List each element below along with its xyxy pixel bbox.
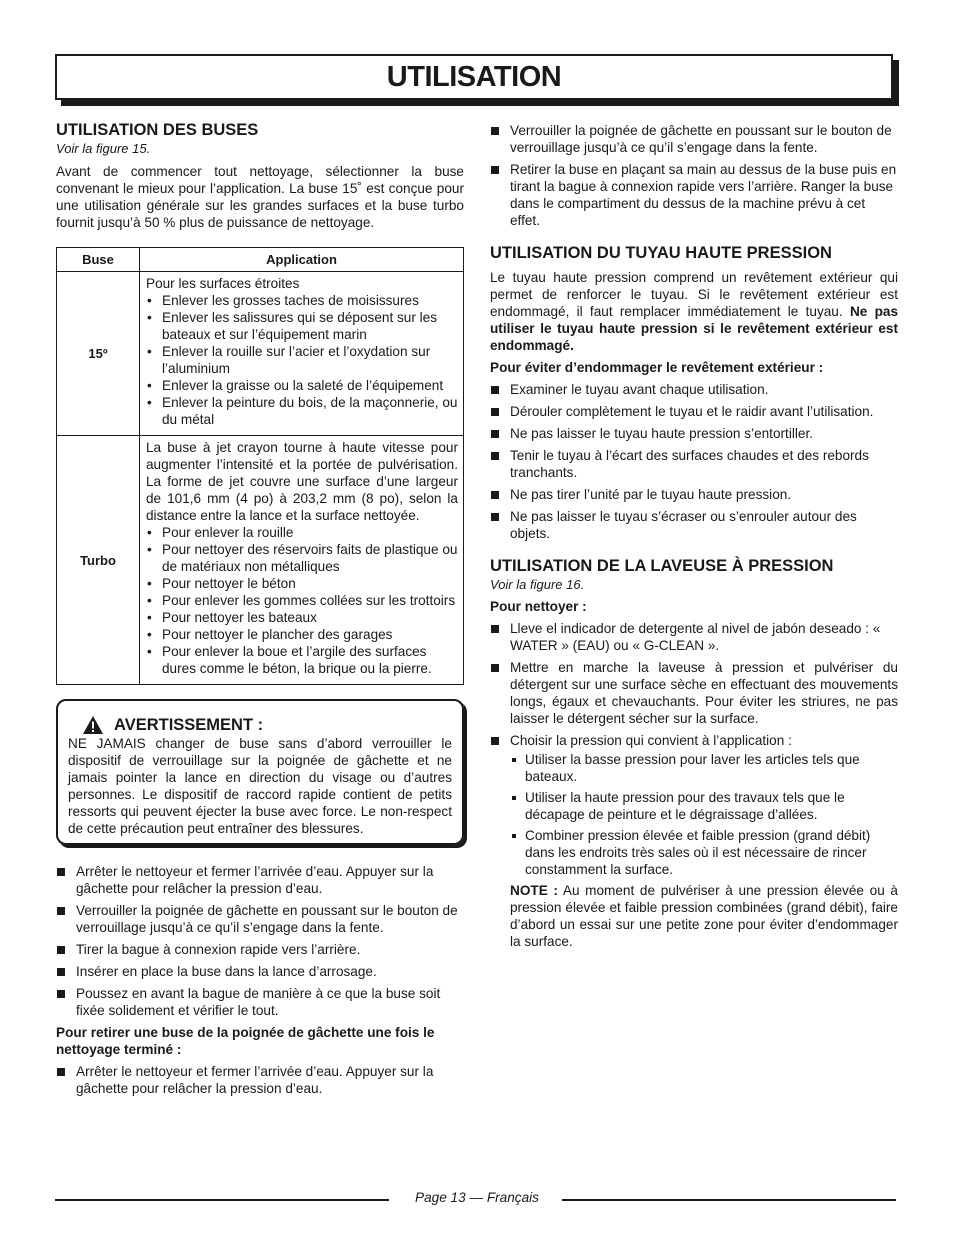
list-item: Arrêter le nettoyeur et fermer l’arrivée d’eau. Appuyer sur la gâchette pour relâcher la pression d’eau. <box>56 1063 464 1097</box>
application-intro: Pour les surfaces étroites <box>146 276 300 291</box>
application-list <box>146 292 458 428</box>
list-item: Poussez en avant la bague de manière à ce que la buse soit fixée solidement et vérifier le tout. <box>56 985 464 1019</box>
nozzle-turbo-application <box>140 436 464 685</box>
list-item: Mettre en marche la laveuse à pression et pulvériser du détergent sur une surface sèche en effectuant des mouvements longs, égaux et chevauchants. Pour éviter les striures, ne pas laisser le détergent sécher sur la surface. <box>490 659 898 727</box>
remove-title: Pour retirer une buse de la poignée de gâchette une fois le nettoyage terminé : <box>56 1025 435 1057</box>
table-header-application: Application <box>140 248 464 272</box>
sub-list-item: Utiliser la basse pression pour laver les articles tels que bateaux. <box>510 751 898 785</box>
section-title-hose: UTILISATION DU TUYAU HAUTE PRESSION <box>490 244 832 262</box>
application-intro: La buse à jet crayon tourne à haute vitesse pour augmenter l’intensité et la portée de pulvérisation. La forme de jet couvre une surface d’une largeur de 101,6 mm (4 po) à 203,2 mm (8 po), selon la distance entre la lance et la surface nettoyée. <box>146 440 458 523</box>
clean-title: Pour nettoyer : <box>490 599 587 614</box>
sub-list-item: Combiner pression élevée et faible pression (grand débit) dans les endroits très sales où il est nécessaire de rincer constamment la surface. <box>510 827 898 878</box>
hose-text-bold: Ne pas utiliser le tuyau haute pression si le revêtement extérieur est endommagé. <box>490 304 899 353</box>
list-item: • Pour enlever la rouille <box>146 524 458 541</box>
nozzle-turbo-cell: Turbo <box>57 436 140 685</box>
list-item: Verrouiller la poignée de gâchette en poussant sur le bouton de verrouillage jusqu’à ce qu’il s’engage dans la fente. <box>56 902 464 936</box>
list-item: Ne pas tirer l’unité par le tuyau haute pression. <box>490 486 898 503</box>
remove-steps-continued <box>490 122 898 229</box>
list-item: • Enlever la peinture du bois, de la maçonnerie, ou du métal <box>146 394 458 428</box>
washer-steps <box>490 620 898 950</box>
left-column <box>56 120 464 1102</box>
list-item: Examiner le tuyau avant chaque utilisation. <box>490 381 898 398</box>
list-item: • Enlever la graisse ou la saleté de l’équipement <box>146 377 458 394</box>
list-item: • Pour nettoyer les bateaux <box>146 609 458 626</box>
list-item: Retirer la buse en plaçant sa main au dessus de la buse puis en tirant la bague à connexion rapide vers l’arrière. Ranger la buse dans le compartiment du dessus de la machine prévu à cet effet. <box>490 161 898 229</box>
nozzle-intro: Avant de commencer tout nettoyage, sélectionner la buse convenant le mieux pour l’application. La buse 15˚ est conçue pour une utilisation générale sur les grandes surfaces et la buse turbo fournit jusqu’à 50 % plus de puissance de nettoyage. <box>56 164 464 230</box>
list-item: • Pour enlever les gommes collées sur les trottoirs <box>146 592 458 609</box>
nozzle-table <box>56 247 464 685</box>
remove-steps <box>56 1063 464 1097</box>
pressure-sublist <box>510 751 898 878</box>
list-item: Lleve el indicador de detergente al nivel de jabón deseado : « WATER » (EAU) ou « G-CLEAN ». <box>490 620 898 654</box>
nozzle-15-application <box>140 272 464 436</box>
list-item <box>490 732 898 950</box>
list-item: • Pour nettoyer des réservoirs faits de plastique ou de matériaux non métalliques <box>146 541 458 575</box>
table-header-row <box>57 248 464 272</box>
note-text: Au moment de pulvériser à une pression élevée ou à pression élevée et faible pression combinées (grand débit), faire d’abord un essai sur une petite zone pour éviter d’endommager la surface. <box>510 883 898 949</box>
list-item: • Pour nettoyer le béton <box>146 575 458 592</box>
warning-text: NE JAMAIS changer de buse sans d’abord verrouiller le dispositif de verrouillage sur la poignée de gâchette et ne jamais pointer la lance en direction du visage ou d’autres personnes. Le dispositif de raccord rapide contient de petits ressorts qui peuvent éjecter la buse avec force. Le non-respect de cette précaution peut entraîner des blessures. <box>68 736 452 836</box>
footer-rule-right <box>562 1199 896 1201</box>
right-column <box>490 122 898 955</box>
table-header-buse: Buse <box>57 248 140 272</box>
list-item: Ne pas laisser le tuyau haute pression s’entortiller. <box>490 425 898 442</box>
application-list <box>146 524 458 677</box>
list-item: Verrouiller la poignée de gâchette en poussant sur le bouton de verrouillage jusqu’à ce qu’il s’engage dans la fente. <box>490 122 898 156</box>
list-item: • Enlever les grosses taches de moisissures <box>146 292 458 309</box>
nozzle-15-cell: 15º <box>57 272 140 436</box>
section-title-nozzles: UTILISATION DES BUSES <box>56 121 259 139</box>
warning-triangle-icon <box>82 715 104 735</box>
list-item: • Pour nettoyer le plancher des garages <box>146 626 458 643</box>
list-item: Insérer en place la buse dans la lance d’arrosage. <box>56 963 464 980</box>
warning-header <box>82 715 452 735</box>
list-item: • Pour enlever la boue et l’argile des surfaces dures comme le béton, la brique ou la pierre. <box>146 643 458 677</box>
warning-title: AVERTISSEMENT : <box>114 715 264 734</box>
hose-avoid-title: Pour éviter d’endommager le revêtement extérieur : <box>490 360 824 375</box>
list-item: Tenir le tuyau à l’écart des surfaces chaudes et des rebords tranchants. <box>490 447 898 481</box>
list-item: • Enlever les salissures qui se déposent sur les bateaux et sur l’équipement marin <box>146 309 458 343</box>
figure-ref-16: Voir la figure 16. <box>490 577 585 592</box>
hose-care-list <box>490 381 898 542</box>
warning-box <box>56 699 464 845</box>
footer-rule-left <box>55 1199 389 1201</box>
list-item: Tirer la bague à connexion rapide vers l’arrière. <box>56 941 464 958</box>
pressure-choice: Choisir la pression qui convient à l’application : <box>510 733 792 748</box>
hose-text-normal: Le tuyau haute pression comprend un revêtement extérieur qui permet de renforcer le tuyau. Si le revêtement extérieur est endommagé, il faut remplacer immédiatement le tuyau. <box>490 270 898 319</box>
install-steps <box>56 863 464 1019</box>
list-item: • Enlever la rouille sur l’acier et l’oxydation sur l’aluminium <box>146 343 458 377</box>
figure-ref-15: Voir la figure 15. <box>56 141 151 156</box>
note-paragraph <box>510 882 898 950</box>
table-row <box>57 436 464 685</box>
list-item: Ne pas laisser le tuyau s’écraser ou s’enrouler autour des objets. <box>490 508 898 542</box>
note-label: NOTE : <box>510 883 558 898</box>
page-title: UTILISATION <box>386 61 562 93</box>
list-item: Arrêter le nettoyeur et fermer l’arrivée d’eau. Appuyer sur la gâchette pour relâcher la pression d’eau. <box>56 863 464 897</box>
section-title-washer: UTILISATION DE LA LAVEUSE À PRESSION <box>490 557 834 575</box>
table-row <box>57 272 464 436</box>
page-footer: Page 13 — Français <box>415 1190 539 1205</box>
page-banner <box>55 54 893 100</box>
sub-list-item: Utiliser la haute pression pour des travaux tels que le décapage de peinture et le dégraissage d’allées. <box>510 789 898 823</box>
hose-text <box>490 269 898 354</box>
list-item: Dérouler complètement le tuyau et le raidir avant l’utilisation. <box>490 403 898 420</box>
